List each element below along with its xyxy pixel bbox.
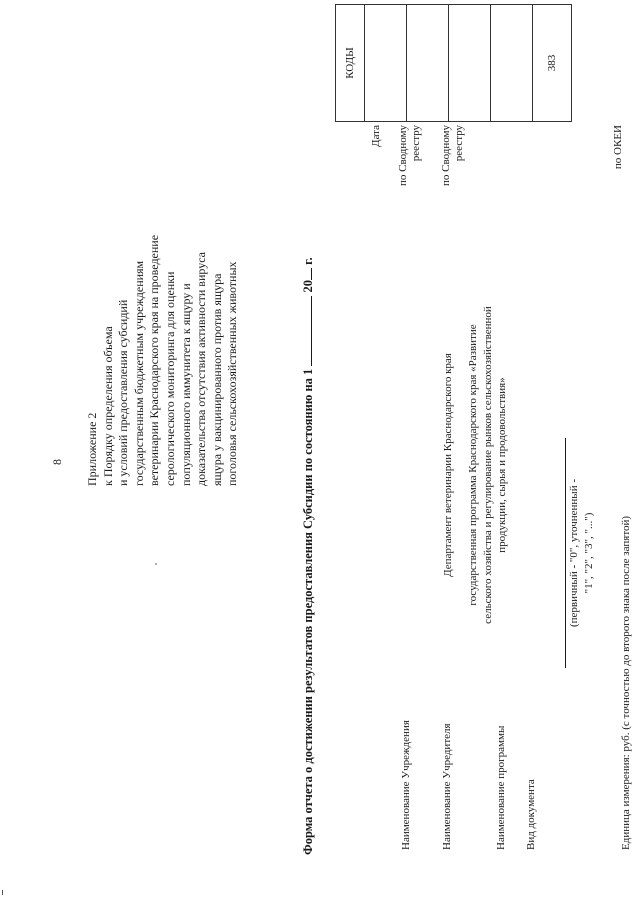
date-label: Дата (370, 125, 382, 147)
okei-label: по ОКЕИ (612, 125, 624, 170)
appendix-line: серологического мониторинга для оценки (162, 271, 177, 486)
appendix-line: Приложение 2 (85, 412, 99, 486)
codes-header: КОДЫ (336, 5, 365, 122)
doc-type-label: Вид документа (525, 779, 537, 850)
appendix-line: к Порядку определения объема (100, 326, 115, 486)
year-prefix: 20 (301, 279, 315, 293)
appendix-line: государственным бюджетным учреждениям (131, 260, 146, 486)
code-cell-date (365, 5, 407, 122)
codes-table (335, 4, 572, 122)
doc-type-underline (565, 438, 566, 668)
appendix-line: и условий предоставления субсидий (116, 299, 131, 486)
appendix-header (85, 234, 241, 875)
appendix-line: ящура у вакцинированного против ящура (209, 273, 224, 486)
page-number: 8 (50, 459, 64, 465)
code-cell-registry1 (407, 5, 449, 122)
date-blank-line (300, 296, 312, 366)
institution-label: Наименование Учреждения (400, 720, 412, 850)
program-value: государственная программа Краснодарского края «Развитие сельского хозяйства и регулирование рынков сельскохозяйственной продукции, сырья и продовольствия» (467, 306, 508, 624)
program-label: Наименование программы (495, 725, 507, 850)
doc-type-hint: (первичный - "0", уточненный - "1", "2", "3", "...") (568, 479, 595, 627)
appendix-line: поголовья сельскохозяйственных животных (225, 261, 240, 486)
founder-value: Департамент ветеринарии Краснодарского края (442, 353, 454, 577)
appendix-line: ветеринарии Краснодарского края на проведение (147, 234, 162, 486)
appendix-line: доказательства отсутствия активности вируса (194, 251, 209, 486)
unit-label: Единица измерения: руб. (с точностью до второго знака после запятой) (620, 515, 632, 850)
appendix-line: популяционного иммунитета к ящуру и (178, 283, 193, 486)
form-title-text: Форма отчета о достижении результатов предоставления Субсидии по состоянию на 1 (301, 368, 315, 855)
code-cell-registry2 (449, 5, 491, 122)
founder-label: Наименование Учредителя (441, 723, 453, 850)
code-cell-doc-type (491, 5, 533, 122)
scan-mark (2, 890, 3, 895)
form-title (300, 257, 316, 855)
year-suffix: г. (301, 257, 315, 265)
registry-label-2: по Сводному реестру (440, 125, 465, 187)
code-cell-okei: 383 (533, 5, 572, 122)
year-blank-line (300, 268, 312, 280)
registry-label-1: по Сводному реестру (397, 125, 422, 187)
